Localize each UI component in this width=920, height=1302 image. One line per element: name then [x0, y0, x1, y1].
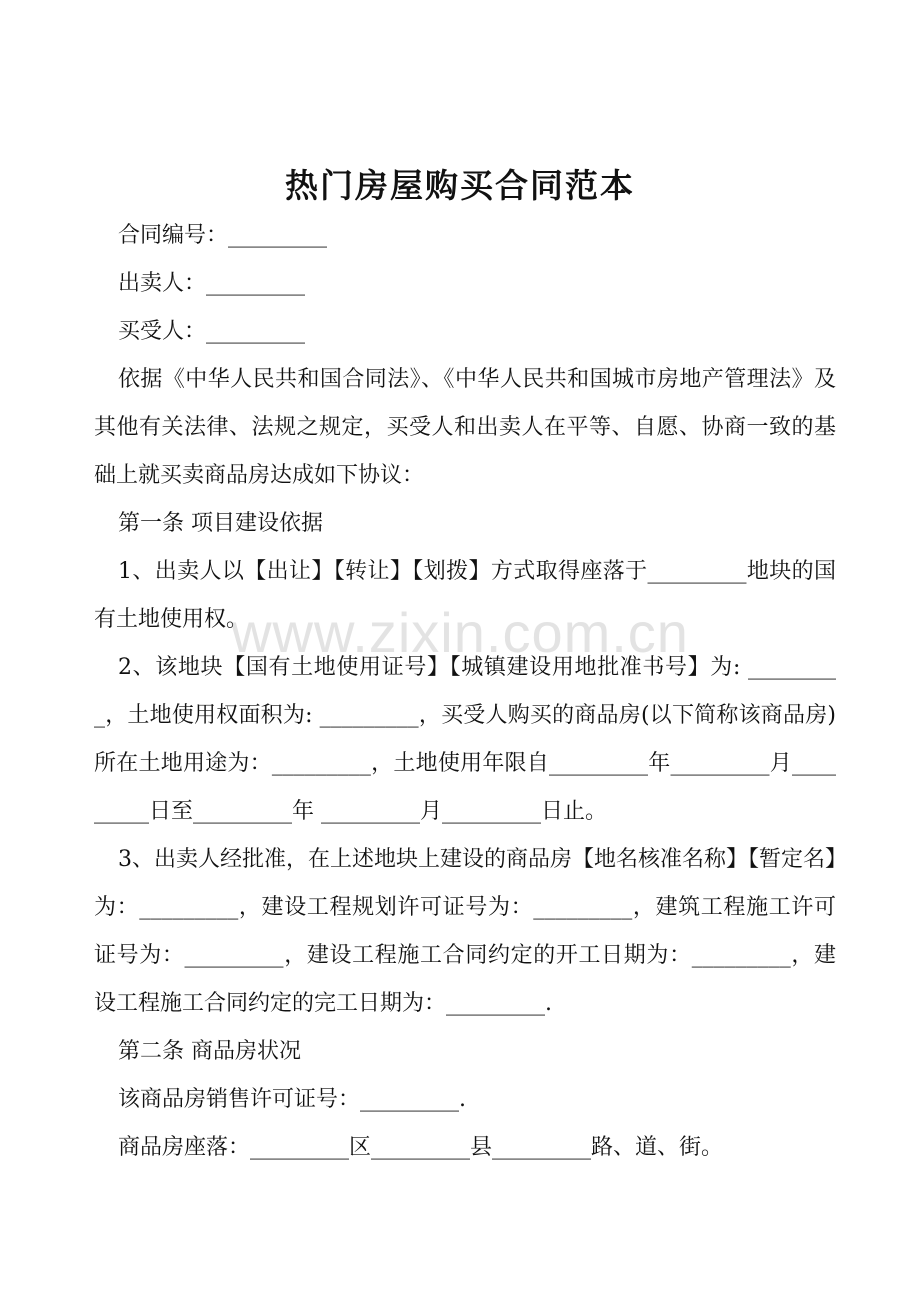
article-one-heading: 第一条 项目建设依据	[118, 511, 323, 536]
article-one-clause-1: 1、出卖人以【出让】【转让】【划拨】方式取得座落于_________地块的国有土地使用权。	[94, 559, 836, 632]
property-location-line: 商品房座落：_________区_________县_________路、道、街。	[118, 1135, 724, 1160]
article-two-heading: 第二条 商品房状况	[118, 1039, 301, 1064]
sales-permit-line: 该商品房销售许可证号：_________.	[118, 1087, 466, 1112]
watermark: www.zixin.com.cn	[231, 601, 689, 664]
buyer-line: 买受人：_________	[118, 319, 306, 344]
article-one-clause-2: 2、该地块【国有土地使用证号】【城镇建设用地批准书号】为: _________，土地使用权面积为: _________，买受人购买的商品房(以下简称该商品房)所在土地用途为：_________，土地使用年限自_________年_________月_________日至_________年 _________月_________日止。	[94, 655, 836, 824]
article-one-clause-3: 3、出卖人经批准，在上述地块上建设的商品房【地名核准名称】【暂定名】为：_________，建设工程规划许可证号为：_________，建筑工程施工许可证号为：_________，建设工程施工合同约定的开工日期为：_________，建设工程施工合同约定的完工日期为：_________.	[94, 847, 836, 1016]
seller-line: 出卖人：_________	[118, 271, 306, 296]
document-title: 热门房屋购买合同范本	[285, 166, 635, 205]
contract-number-line: 合同编号：_________	[118, 223, 328, 248]
contract-body	[94, 212, 836, 1172]
preamble-paragraph: 依据《中华人民共和国合同法》、《中华人民共和国城市房地产管理法》及其他有关法律、法规之规定，买受人和出卖人在平等、自愿、协商一致的基础上就买卖商品房达成如下协议：	[94, 367, 836, 488]
